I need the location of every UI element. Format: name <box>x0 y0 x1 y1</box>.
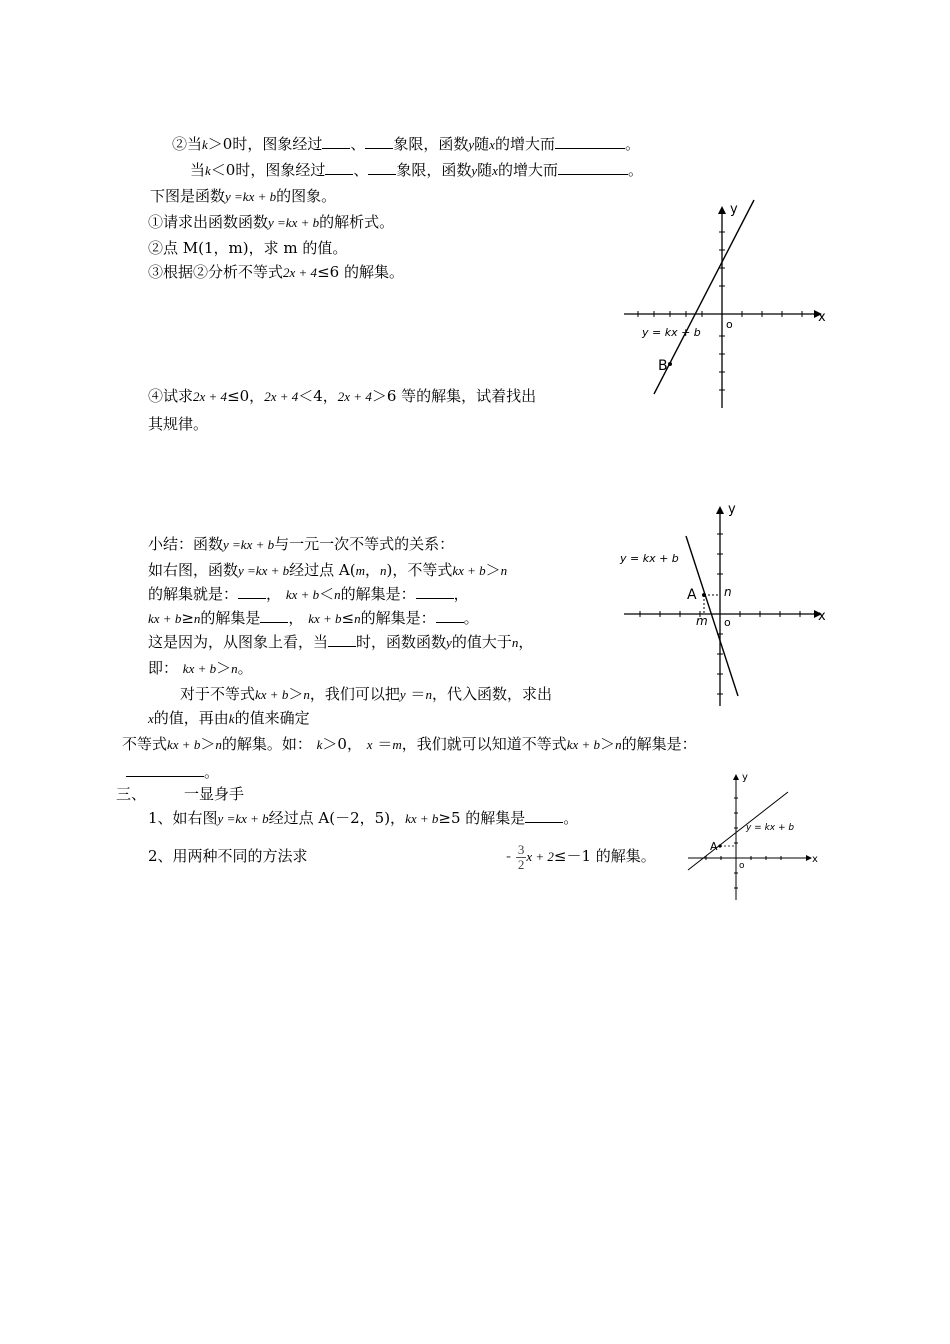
x-label: x <box>812 854 818 865</box>
origin-label: o <box>739 861 745 871</box>
blank[interactable] <box>558 160 628 175</box>
summary-line-9: 不等式kx + b＞n的解集。如： k＞0， x ＝m，我们就可以知道不等式kx + b＞n的解集是： <box>122 735 697 753</box>
point-a-label: A <box>687 587 697 603</box>
graph-3 <box>684 768 824 904</box>
summary-line-8: x的值，再由k的值来确定 <box>148 709 310 727</box>
m-label: m <box>696 614 708 628</box>
question-4: ④试求2x + 4≤0，2x + 4＜4，2x + 4＞6 等的解集，试着找出 <box>148 387 537 405</box>
graph-2 <box>614 498 836 712</box>
summary-line-3: 的解集就是： ， kx + b＜n的解集是： ， <box>148 585 469 603</box>
y-label: y <box>742 772 748 783</box>
y-arrow-icon <box>716 506 724 514</box>
y-label: y <box>730 202 738 217</box>
blank[interactable] <box>436 608 464 623</box>
blank[interactable] <box>260 608 288 623</box>
blank[interactable] <box>555 134 625 149</box>
summary-line-7: 对于不等式kx + b＞n，我们可以把y ＝n，代入函数，求出 <box>180 685 552 703</box>
summary-title: 小结：函数y =kx + b与一元一次不等式的关系： <box>148 535 455 553</box>
y-arrow-icon <box>733 774 739 780</box>
blank[interactable] <box>126 762 204 777</box>
point-b <box>668 362 672 366</box>
point-a <box>718 844 721 847</box>
exercise-2: 2、用两种不同的方法求 <box>148 847 308 865</box>
exercise-2-expression: - $\frac{3}{2}$ x + 2≤－1 的解集。 <box>506 841 656 872</box>
question-3: ③根据②分析不等式2x + 4≤6 的解集。 <box>148 263 404 281</box>
summary-line-2: 如右图，函数y =kx + b经过点 A(m，n)，不等式kx + b＞n <box>148 561 508 579</box>
section-3-heading: 三、 一显身手 <box>116 785 245 803</box>
question-4-cont: 其规律。 <box>148 415 209 433</box>
point-b-label: B <box>658 358 668 374</box>
line-label: y = kx + b <box>642 326 701 339</box>
intro-line: 下图是函数y =kx + b的图象。 <box>150 187 337 205</box>
x-label: x <box>818 609 826 624</box>
exercise-1: 1、如右图y =kx + b经过点 A(－2，5)，kx + b≥5 的解集是 。 <box>148 809 579 827</box>
origin-label: o <box>724 616 731 629</box>
summary-line-10: 。 <box>126 762 219 782</box>
blank[interactable] <box>238 584 266 599</box>
graph-1 <box>618 196 838 416</box>
origin-label: o <box>726 318 733 331</box>
k-positive-line: ②当k＞0时，图象经过 、 象限，函数y随x的增大而 。 <box>172 135 640 153</box>
blank[interactable] <box>328 632 356 647</box>
line-label: y = kx + b <box>620 552 679 565</box>
summary-line-4: kx + b≥n的解集是 ， kx + b≤n的解集是： 。 <box>148 609 479 627</box>
point-a <box>702 593 706 597</box>
point-a-label: A <box>710 840 718 853</box>
n-label: n <box>724 585 732 599</box>
summary-line-5: 这是因为，从图象上看，当 时，函数函数y的值大于n， <box>148 633 534 651</box>
blank[interactable] <box>368 160 396 175</box>
blank[interactable] <box>416 584 454 599</box>
question-2: ②点 M(1，m)，求 m 的值。 <box>148 239 348 257</box>
fraction: $\frac{3}{2}$ <box>517 841 525 872</box>
blank[interactable] <box>325 160 353 175</box>
blank[interactable] <box>365 134 393 149</box>
question-1: ①请求出函数函数y =kx + b的解析式。 <box>148 213 395 231</box>
blank[interactable] <box>525 808 563 823</box>
x-label: x <box>818 310 826 325</box>
line-label: y = kx + b <box>746 823 795 833</box>
k-negative-line: 当k＜0时，图象经过 、 象限，函数y随x的增大而 。 <box>190 161 643 179</box>
y-arrow-icon <box>718 206 726 214</box>
y-label: y <box>728 502 736 517</box>
summary-line-6: 即： kx + b＞n。 <box>148 659 253 677</box>
blank[interactable] <box>322 134 350 149</box>
